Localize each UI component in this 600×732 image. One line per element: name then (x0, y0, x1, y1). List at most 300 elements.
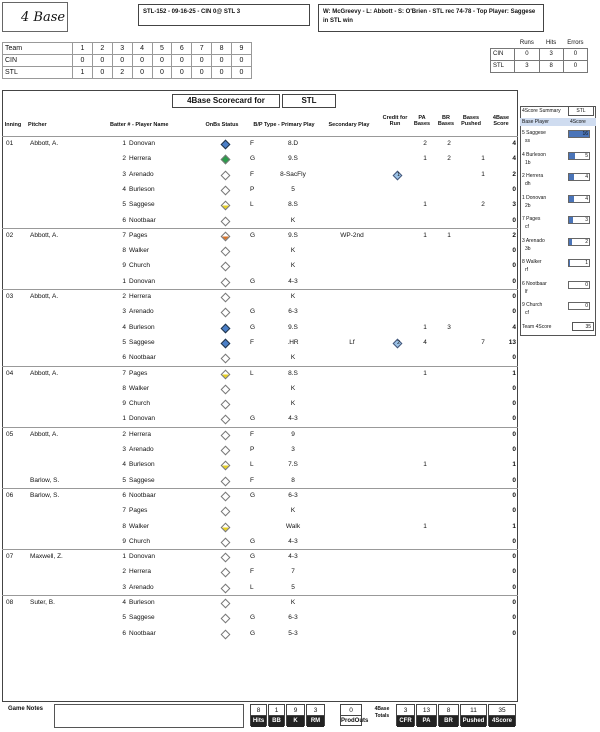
credit-for-run: 2 (397, 339, 400, 346)
linescore-cell: 0 (112, 55, 132, 67)
linescore-cell: CIN (3, 55, 73, 67)
batter-name: Walker (129, 247, 149, 255)
linescore-cell: 0 (192, 67, 212, 79)
scorecard-row (2, 183, 518, 198)
batter-number: 1 (122, 277, 126, 285)
onbase-diamond-icon (221, 338, 231, 348)
row-4base-score: 4 (512, 155, 516, 163)
total-label: BB (269, 716, 284, 727)
row-4base-score: 0 (512, 553, 516, 561)
total-box (460, 704, 487, 726)
total-value: 0 (341, 705, 361, 716)
header-bases-pushed: Bases Pushed (461, 115, 481, 127)
summary-score-fill (569, 174, 574, 180)
batter-number: 4 (122, 461, 126, 469)
scorecard-row (2, 397, 518, 412)
pa-bases: 1 (423, 231, 427, 239)
br-bases: 2 (447, 155, 451, 163)
linescore-header-cell: 6 (172, 43, 192, 55)
row-4base-score: 0 (512, 354, 516, 362)
row-4base-score: 0 (512, 384, 516, 392)
game-notes-field[interactable] (54, 704, 244, 728)
inning-number: 08 (6, 599, 14, 606)
summary-score-value: 1 (585, 260, 588, 266)
pa-bases: 1 (423, 522, 427, 530)
row-4base-score: 1 (512, 369, 516, 377)
batter-name: Nootbaar (129, 491, 156, 499)
linescore-header-cell: Team (3, 43, 73, 55)
header-bip-type: B/P Type - Primary Play (253, 122, 315, 128)
onbase-diamond-icon (221, 323, 231, 333)
onbase-diamond-icon (221, 430, 231, 440)
summary-player-label: 8 Walker (522, 259, 542, 265)
row-4base-score: 13 (508, 338, 516, 346)
secondary-play: WP-2nd (340, 231, 364, 239)
primary-play: .HR (287, 338, 299, 346)
batter-number: 7 (122, 369, 126, 377)
summary-score-bar (568, 173, 590, 181)
primary-play: 6-3 (288, 614, 298, 622)
game-notes-label: Game Notes (8, 706, 44, 712)
scorecard-row (2, 489, 518, 504)
total-box (416, 704, 437, 726)
inning-number: 06 (6, 491, 14, 499)
pitcher-name: Abbott, A. (30, 231, 59, 239)
rhe-team: CIN (491, 48, 515, 60)
scorecard-row (2, 198, 518, 213)
batter-number: 9 (122, 262, 126, 270)
scorecard-row (2, 581, 518, 596)
batter-number: 5 (122, 201, 126, 209)
onbase-diamond-icon (221, 140, 231, 150)
rhe-header-blank (491, 38, 515, 48)
pa-bases: 1 (423, 201, 427, 209)
onbase-diamond-icon (221, 415, 231, 425)
row-4base-score: 0 (512, 446, 516, 453)
linescore-cell: 0 (152, 55, 172, 67)
batter-name: Nootbaar (129, 629, 156, 637)
primary-play: 3 (291, 446, 295, 453)
total-box (268, 704, 285, 726)
summary-score-fill (569, 260, 570, 266)
scorecard-row (2, 321, 518, 336)
primary-play: 4-3 (288, 277, 298, 285)
inning-number: 03 (6, 293, 14, 300)
row-4base-score: 1 (512, 461, 516, 469)
batter-name: Saggese (129, 201, 155, 209)
inning-number: 04 (6, 369, 14, 377)
total-label: RM (307, 716, 324, 727)
linescore-header-cell: 4 (132, 43, 152, 55)
inning-number: 07 (6, 553, 14, 561)
rhe-row (491, 48, 588, 60)
rhe-header-row (491, 38, 588, 48)
primary-play: 8.S (288, 369, 298, 377)
batter-number: 5 (122, 476, 126, 484)
primary-play: 8.D (287, 140, 299, 147)
batter-number: 8 (122, 522, 126, 530)
scorecard-row (2, 520, 518, 535)
summary-player-position: dh (525, 181, 531, 187)
onbase-diamond-icon (221, 568, 231, 578)
linescore-cell: 1 (73, 67, 93, 79)
batter-name: Saggese (129, 476, 155, 484)
linescore-row (3, 67, 252, 79)
onbase-diamond-icon (221, 400, 231, 410)
team-4score-value: 35 (572, 322, 594, 331)
summary-col-player: Base Player (522, 119, 549, 125)
linescore-row (3, 55, 252, 67)
pitcher-name: Suter, B. (30, 599, 55, 606)
batter-name: Burleson (129, 323, 155, 331)
row-4base-score: 2 (512, 170, 516, 178)
pa-bases: 4 (423, 338, 427, 346)
batter-name: Walker (129, 384, 149, 392)
row-4base-score: 0 (512, 537, 516, 545)
onbase-diamond-icon (221, 185, 231, 195)
total-label: K (287, 716, 304, 727)
row-4base-score: 0 (512, 216, 516, 224)
bip-type: F (250, 430, 254, 438)
summary-player-position: 1b (525, 159, 531, 166)
onbase-diamond-icon (221, 201, 231, 211)
bip-type: F (250, 568, 254, 576)
batter-name: Herrera (129, 155, 152, 163)
bases-pushed: 2 (481, 201, 485, 209)
batter-name: Arenado (129, 170, 154, 178)
total-value: 35 (489, 705, 515, 716)
pa-bases: 1 (423, 369, 427, 377)
summary-score-value: 0 (585, 303, 588, 309)
totals-label: 4Base Totals (374, 706, 390, 719)
row-4base-score: 0 (512, 507, 516, 515)
bip-type: G (250, 277, 256, 285)
batter-name: Burleson (129, 599, 155, 606)
primary-play: 5 (291, 583, 295, 591)
br-bases: 2 (447, 140, 451, 147)
onbase-diamond-icon (221, 277, 231, 287)
bases-pushed: 7 (481, 338, 485, 346)
inning-number: 01 (6, 140, 14, 147)
scorecard-row (2, 550, 518, 565)
batter-name: Walker (129, 522, 149, 530)
batter-name: Church (129, 262, 150, 270)
row-4base-score: 0 (512, 614, 516, 622)
primary-play: 7.S (288, 461, 298, 469)
batter-name: Arenado (129, 446, 154, 453)
summary-score-value: 4 (585, 174, 588, 180)
primary-play: Walk (285, 522, 301, 530)
batter-name: Donovan (129, 415, 156, 423)
batter-name: Church (129, 537, 150, 545)
linescore-header-row (3, 43, 252, 55)
bip-type: G (250, 155, 256, 163)
scorecard-row (2, 596, 518, 611)
batter-name: Donovan (129, 553, 156, 561)
scorecard-row (2, 443, 518, 458)
bip-type: L (250, 201, 254, 209)
total-value: 11 (461, 705, 486, 716)
batter-number: 8 (122, 247, 126, 255)
primary-play: 9 (291, 430, 295, 438)
summary-player-label: 6 Nootbaar (522, 280, 547, 287)
onbase-diamond-icon (221, 216, 231, 226)
rhe-runs: 3 (515, 60, 539, 72)
bip-type: G (250, 231, 256, 239)
onbase-diamond-icon (221, 537, 231, 547)
summary-col-score: 4Score (570, 119, 586, 125)
batter-number: 4 (122, 599, 126, 606)
scorecard-row (2, 611, 518, 626)
summary-score-bar (568, 195, 590, 203)
primary-play: 8-SacFly (280, 170, 306, 178)
row-4base-score: 0 (512, 491, 516, 499)
primary-play: 5-3 (288, 629, 298, 637)
batter-name: Herrera (129, 430, 152, 438)
onbase-diamond-icon (221, 583, 231, 593)
batter-name: Pages (129, 507, 148, 515)
summary-score-fill (569, 153, 575, 159)
linescore-cell: 2 (112, 67, 132, 79)
pa-bases: 1 (423, 461, 427, 469)
scorecard-row (2, 336, 518, 351)
header-secondary-play: Secondary Play (328, 122, 370, 128)
total-box (438, 704, 459, 726)
summary-score-value: 2 (585, 238, 588, 245)
header-credit-for-run: Credit for Run (382, 115, 408, 127)
batter-number: 6 (122, 629, 126, 637)
scorecard-team: STL (282, 94, 336, 108)
batter-number: 2 (122, 155, 126, 163)
primary-play: K (290, 262, 296, 270)
scorecard-row (2, 412, 518, 427)
linescore-cell: 0 (172, 67, 192, 79)
row-4base-score: 3 (512, 201, 516, 209)
header-br-bases: BR Bases (437, 115, 455, 127)
total-box (250, 704, 267, 726)
rhe-errors: 0 (563, 60, 587, 72)
scorecard-row (2, 351, 518, 366)
summary-score-value: 16 (582, 131, 588, 137)
primary-play: K (290, 216, 296, 224)
summary-player-position: rf (525, 267, 529, 273)
pitcher-name: Abbott, A. (30, 293, 59, 300)
batter-number: 2 (122, 430, 126, 438)
linescore-cell: 0 (192, 55, 212, 67)
pitcher-name: Barlow, S. (30, 491, 60, 499)
summary-score-fill (569, 196, 574, 202)
total-label: Pushed (461, 716, 486, 727)
batter-name: Nootbaar (129, 354, 156, 362)
summary-score-value: 5 (585, 152, 588, 159)
batter-number: 2 (122, 293, 126, 300)
row-4base-score: 0 (512, 476, 516, 484)
bip-type: G (250, 614, 256, 622)
linescore-header-cell: 7 (192, 43, 212, 55)
row-4base-score: 0 (512, 400, 516, 408)
onbase-diamond-icon (221, 247, 231, 257)
batter-number: 8 (122, 384, 126, 392)
game-summary: W: McGreevy - L: Abbott - S: O'Brien - STL rec 74-78 - Top Player: Saggese in STL win (318, 4, 544, 32)
batter-number: 5 (122, 338, 126, 346)
linescore-cell: 0 (132, 67, 152, 79)
row-4base-score: 0 (512, 277, 516, 285)
row-4base-score: 0 (512, 185, 516, 193)
primary-play: 9.S (288, 155, 298, 163)
header-pa-bases: PA Bases (413, 115, 431, 127)
total-label: CFR (397, 716, 414, 727)
br-bases: 3 (447, 323, 451, 331)
summary-score-bar (568, 152, 590, 160)
pitcher-name: Abbott, A. (30, 430, 59, 438)
logo (2, 2, 68, 32)
bip-type: G (250, 323, 256, 331)
linescore-header-cell: 3 (112, 43, 132, 55)
primary-play: 8 (291, 476, 295, 484)
summary-score-value: 4 (585, 195, 588, 202)
batter-number: 4 (122, 323, 126, 331)
linescore-header-cell: 2 (92, 43, 112, 55)
primary-play: K (290, 293, 296, 300)
batter-number: 1 (122, 415, 126, 423)
pitcher-name: Abbott, A. (30, 140, 59, 147)
batter-name: Herrera (129, 568, 152, 576)
rhe-hits: 8 (539, 60, 563, 72)
row-4base-score: 0 (512, 629, 516, 637)
credit-for-run: 1 (397, 171, 400, 178)
pa-bases: 1 (423, 323, 427, 331)
onbase-diamond-icon (221, 354, 231, 364)
bip-type: G (250, 629, 256, 637)
summary-player-position: cf (525, 224, 529, 230)
scorecard-row (2, 627, 518, 642)
batter-name: Donovan (129, 277, 156, 285)
scorecard-row (2, 428, 518, 443)
batter-number: 7 (122, 507, 126, 515)
scorecard-row (2, 382, 518, 397)
batter-number: 4 (122, 185, 126, 193)
scorecard-row (2, 565, 518, 580)
bip-type: G (250, 553, 256, 561)
total-value: 8 (439, 705, 458, 716)
batter-number: 6 (122, 354, 126, 362)
bip-type: G (250, 491, 256, 499)
batter-name: Donovan (129, 140, 156, 147)
summary-player-label: 7 Pages (522, 216, 541, 222)
rhe-header-cell: Runs (519, 39, 534, 46)
bip-type: F (250, 170, 254, 178)
inning-number: 02 (6, 231, 14, 239)
primary-play: 8.S (288, 201, 298, 209)
batter-name: Pages (129, 369, 148, 377)
primary-play: K (290, 384, 296, 392)
scorecard-row (2, 259, 518, 274)
header-inning: Inning (4, 122, 22, 128)
total-value: 3 (397, 705, 414, 716)
row-4base-score: 0 (512, 262, 516, 270)
row-4base-score: 0 (512, 599, 516, 606)
batter-number: 7 (122, 231, 126, 239)
pitcher-name: Abbott, A. (30, 369, 59, 377)
linescore-cell: 0 (152, 67, 172, 79)
bip-type: G (250, 308, 256, 316)
summary-player-position: ss (525, 138, 530, 144)
onbase-diamond-icon (221, 629, 231, 639)
batter-number: 3 (122, 170, 126, 178)
team-4score-label: Team 4Score (522, 324, 552, 330)
total-label: BR (439, 716, 458, 727)
onbase-diamond-icon (221, 491, 231, 501)
linescore-cell: 0 (172, 55, 192, 67)
linescore-cell: 0 (212, 67, 232, 79)
bip-type: G (250, 415, 256, 423)
primary-play: K (290, 354, 296, 362)
scorecard-row (2, 168, 518, 183)
primary-play: 4-3 (288, 415, 298, 423)
total-label: PA (417, 716, 436, 727)
batter-name: Saggese (129, 338, 155, 346)
onbase-diamond-icon (221, 507, 231, 517)
batter-name: Herrera (129, 293, 152, 300)
row-4base-score: 0 (512, 293, 516, 300)
primary-play: 7 (291, 568, 295, 576)
primary-play: 9.S (288, 231, 298, 239)
batter-number: 6 (122, 216, 126, 224)
linescore-cell: 0 (232, 67, 252, 79)
summary-title: 4Score Summary (522, 108, 561, 114)
scorecard-title: 4Base Scorecard for (172, 94, 280, 108)
total-label: Hits (251, 716, 266, 727)
row-4base-score: 1 (512, 522, 516, 530)
summary-score-bar (568, 216, 590, 224)
rhe-row (491, 60, 588, 72)
primary-play: 9.S (288, 323, 298, 331)
bip-type: G (250, 537, 256, 545)
batter-name: Pages (129, 231, 148, 239)
batter-number: 3 (122, 308, 126, 316)
bases-pushed: 1 (481, 155, 485, 163)
linescore-header-cell: 9 (232, 43, 252, 55)
onbase-diamond-icon (221, 614, 231, 624)
onbase-diamond-icon (221, 293, 231, 303)
total-label: 4Score (489, 716, 515, 727)
total-label: ProdOuts (341, 718, 369, 724)
summary-score-bar (568, 281, 590, 289)
bip-type: F (250, 140, 254, 147)
batter-name: Burleson (129, 185, 155, 193)
summary-score-fill (569, 239, 572, 245)
bip-type: L (250, 461, 254, 469)
summary-player-label: 2 Herrera (522, 173, 544, 179)
pa-bases: 2 (423, 140, 427, 147)
primary-play: 6-3 (288, 491, 298, 499)
summary-score-bar (568, 238, 590, 246)
bip-type: F (250, 476, 254, 484)
linescore-table (2, 42, 252, 79)
row-4base-score: 2 (512, 231, 516, 239)
primary-play: 4-3 (288, 553, 298, 561)
batter-number: 1 (122, 553, 126, 561)
primary-play: K (290, 400, 296, 408)
primary-play: K (290, 599, 296, 606)
scorecard-row (2, 504, 518, 519)
batter-number: 2 (122, 568, 126, 576)
runs-hits-errors-table (490, 38, 588, 73)
linescore-cell: STL (3, 67, 73, 79)
summary-player-position: 2b (525, 202, 531, 209)
batter-name: Burleson (129, 461, 155, 469)
row-4base-score: 0 (512, 247, 516, 255)
